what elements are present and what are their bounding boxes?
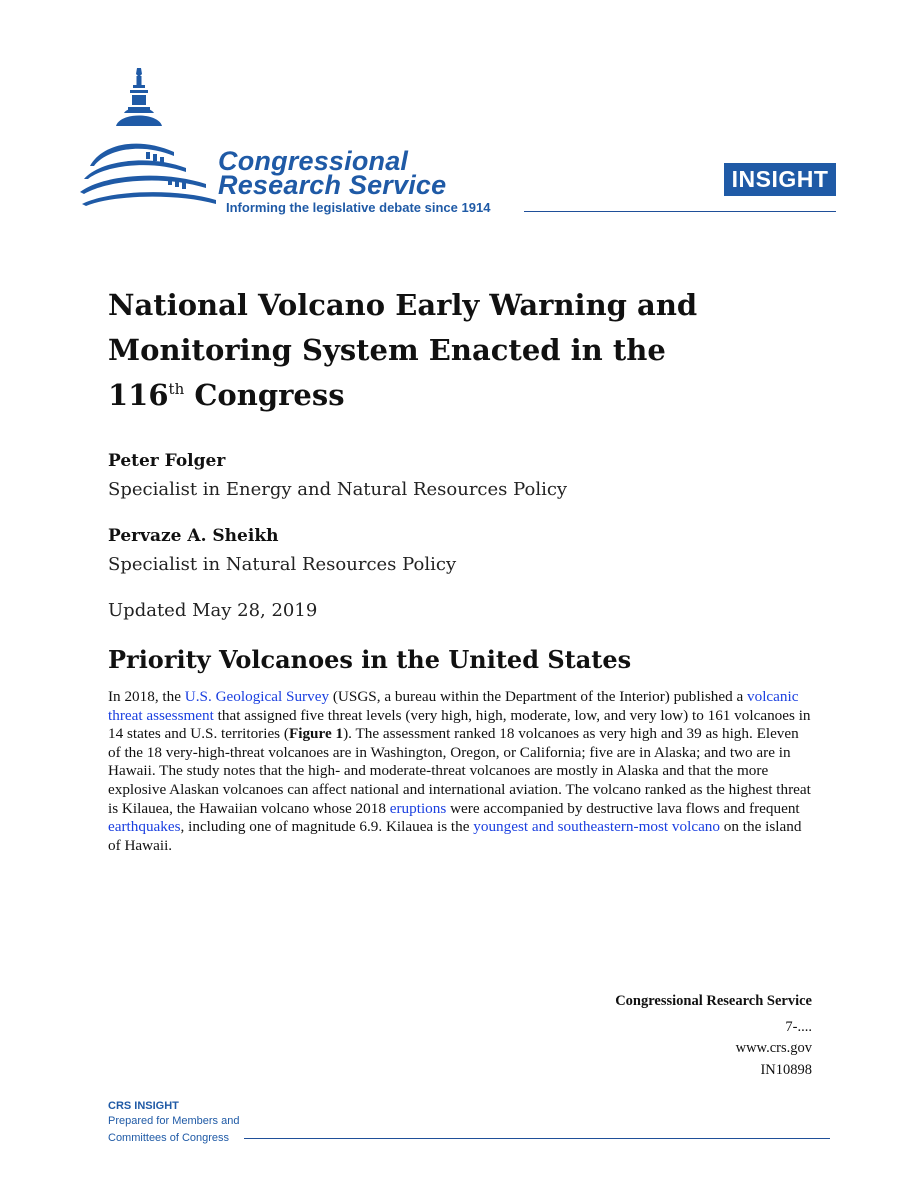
title-line2: Monitoring System Enacted in the: [108, 333, 666, 367]
body-paragraph: [108, 688, 814, 855]
footer-code: 7-....: [785, 1019, 812, 1035]
footer-organization: Congressional Research Service: [615, 993, 812, 1009]
figure-reference: Figure 1: [288, 725, 344, 743]
paragraph-text: that assigned five threat levels (very high, high, moderate, low, and very low) to 161 volcanoes in 14 states and U.S. territories (: [108, 706, 811, 743]
footer-report-id: IN10898: [760, 1062, 812, 1078]
insight-badge: INSIGHT: [724, 163, 836, 196]
paragraph-text: ). The assessment ranked 18 volcanoes as very high and 39 as high. Eleven of the 18 very-high-threat volcanoes are in Washington, Oregon, or California; five are in Alaska; and two are in Hawaii. The study notes that the high- and moderate-threat volcanoes are mostly in Alaska and that the more explosive Alaskan volcanoes can affect national and international aviation. The volcano ranked as the highest threat is Kilauea, the Hawaiian volcano whose 2018: [108, 725, 811, 817]
logo-title-line1: Congressional: [218, 146, 409, 176]
threat-assessment-link[interactable]: volcanic threat assessment: [108, 688, 799, 724]
title-line3-number: 116: [108, 378, 169, 412]
footer-website: www.crs.gov: [735, 1040, 812, 1056]
section-heading: Priority Volcanoes in the United States: [108, 645, 632, 674]
crs-insight-label: CRS INSIGHT: [108, 1100, 179, 1112]
header-divider: [524, 211, 836, 212]
title-superscript: th: [168, 380, 185, 398]
prepared-for-line1: Prepared for Members and: [108, 1115, 240, 1127]
paragraph-text: (USGS, a bureau within the Department of the Interior) published a: [329, 688, 748, 705]
author-role: Specialist in Energy and Natural Resources Policy: [108, 479, 568, 500]
paragraph-text: on the island of Hawaii.: [108, 818, 802, 854]
author-name: Peter Folger: [108, 451, 226, 471]
paragraph-text: , including one of magnitude 6.9. Kilauea is the: [180, 818, 474, 836]
eruptions-link[interactable]: eruptions: [389, 799, 447, 817]
paragraph-text: were accompanied by destructive lava flows and frequent: [446, 799, 800, 817]
title-line3-rest: Congress: [184, 378, 345, 412]
youngest-volcano-link[interactable]: youngest and southeastern-most volcano: [473, 818, 720, 836]
paragraph-text: In 2018, the: [108, 688, 185, 705]
capitol-dome-logo-icon: [80, 66, 230, 216]
prepared-for-line2: Committees of Congress: [108, 1132, 230, 1144]
logo-title-line2: Research Service: [218, 170, 447, 200]
title-line1: National Volcano Early Warning and: [108, 288, 698, 322]
logo-tagline: Informing the legislative debate since 1914: [226, 200, 491, 215]
usgs-link[interactable]: U.S. Geological Survey: [184, 688, 330, 705]
document-title: [108, 283, 748, 418]
earthquakes-link[interactable]: earthquakes: [108, 818, 181, 836]
author-name: Pervaze A. Sheikh: [108, 526, 279, 546]
footer-divider: [244, 1138, 830, 1139]
author-role: Specialist in Natural Resources Policy: [108, 554, 457, 575]
updated-date: Updated May 28, 2019: [108, 600, 318, 621]
